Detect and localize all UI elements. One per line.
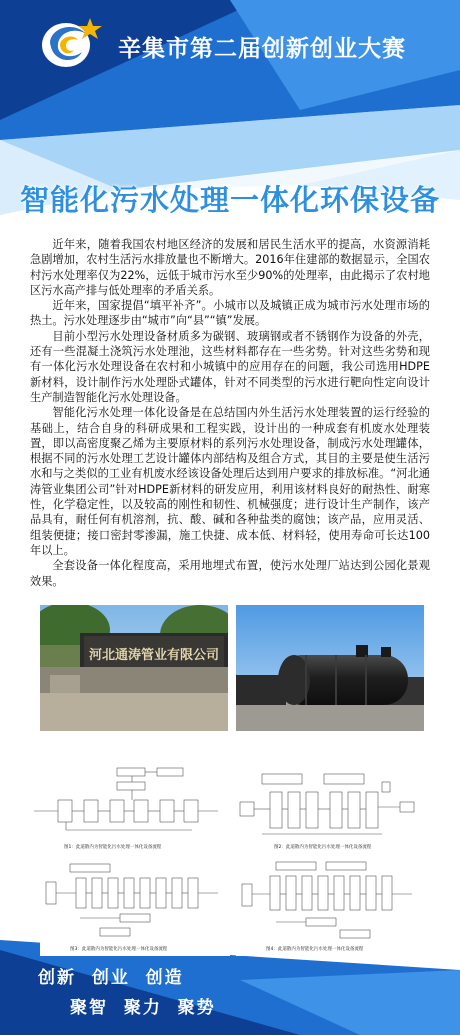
paragraph: 智能化污水处理一体化设备是在总结国内外生活污水处理装置的运行经验的基础上，结合自身的科研成果和工程实践，设计出的一种成套有机废水处理装置，即以高密度聚乙烯为主要原材料的系列污水处理设备，制成污水处理罐体，根据不同的污水处理工艺设计罐体内部结构及组合方式，其目的主要是使生活污水和与之类似的工业有机废水经该设备处理后达到用户要求的排放标准。“河北通涛管业集团公司”针对HDPE新材料的研发应用，利用该材料良好的耐热性、耐寒性，化学稳定性，以及较高的刚性和韧性、机械强度；进行设计生产制作，该产品具有，耐任何有机溶剂，抗、酸、碱和各种盐类的腐蚀；该产品，应用灵活、组装便捷；接口密封零渗漏，施工快捷、成本低、材料轻，使用寿命可长达100年以上。 bbox=[30, 406, 430, 557]
star-swirl-logo-icon bbox=[36, 12, 104, 74]
event-title: 辛集市第二届创新创业大赛 bbox=[118, 36, 406, 62]
slogan-line-2: 聚智 聚力 聚势 bbox=[70, 998, 216, 1018]
paragraph: 近年来，国家提倡“填平补齐”。小城市以及城镇正成为城市污水处理市场的热土。污水处理逐步由“城市”向“县”“镇”发展。 bbox=[30, 299, 430, 328]
process-flow-diagram-2 bbox=[232, 762, 437, 854]
diagram-caption: 图3：此道散内为智能化污水处理一体化设备流程 bbox=[70, 947, 168, 952]
process-flow-diagram-1 bbox=[22, 762, 227, 854]
diagram-caption: 图2：此道散内为智能化污水处理一体化设备流程 bbox=[274, 845, 372, 850]
tank-photo bbox=[236, 605, 424, 731]
page-title: 智能化污水处理一体化环保设备 bbox=[19, 183, 440, 217]
description-text bbox=[30, 237, 430, 602]
diagram-caption: 图1：此道散内为智能化污水处理一体化设备流程 bbox=[64, 845, 162, 850]
paragraph: 全套设备一体化程度高，采用地埋式布置，使污水处理厂站达到公园化景观效果。 bbox=[30, 559, 430, 588]
factory-photo bbox=[40, 605, 228, 731]
factory-sign: 河北通涛管业有限公司 bbox=[88, 648, 220, 663]
slogan-line-1: 创新 创业 创造 bbox=[38, 968, 184, 988]
paragraph: 近年来，随着我国农村地区经济的发展和居民生活水平的提高，水资源消耗急剧增加，农村生活污水排放量也不断增大。2016年住建部的数据显示，全国农村污水处理率仅为22%，远低于城市污水至少90%的处理率，由此揭示了农村地区污水高产排与低处理率的矛盾关系。 bbox=[30, 238, 430, 297]
process-flow-diagram-3 bbox=[40, 858, 230, 956]
process-flow-diagram-4 bbox=[236, 858, 426, 956]
diagram-caption: 图4：此道散内为智能化污水处理一体化设备流程 bbox=[266, 947, 364, 952]
paragraph: 目前小型污水处理设备材质多为碳钢、玻璃钢或者不锈钢作为设备的外壳，还有一些混凝土浇筑污水处理池，这些材料都存在一些劣势。针对这些劣势和现有一体化污水处理设备在农村和小城镇中的应用存在的问题，我公司选用HDPE新材料，设计制作污水处理卧式罐体，针对不同类型的污水进行靶向性定向设计生产制造智能化污水处理设备。 bbox=[30, 329, 430, 404]
